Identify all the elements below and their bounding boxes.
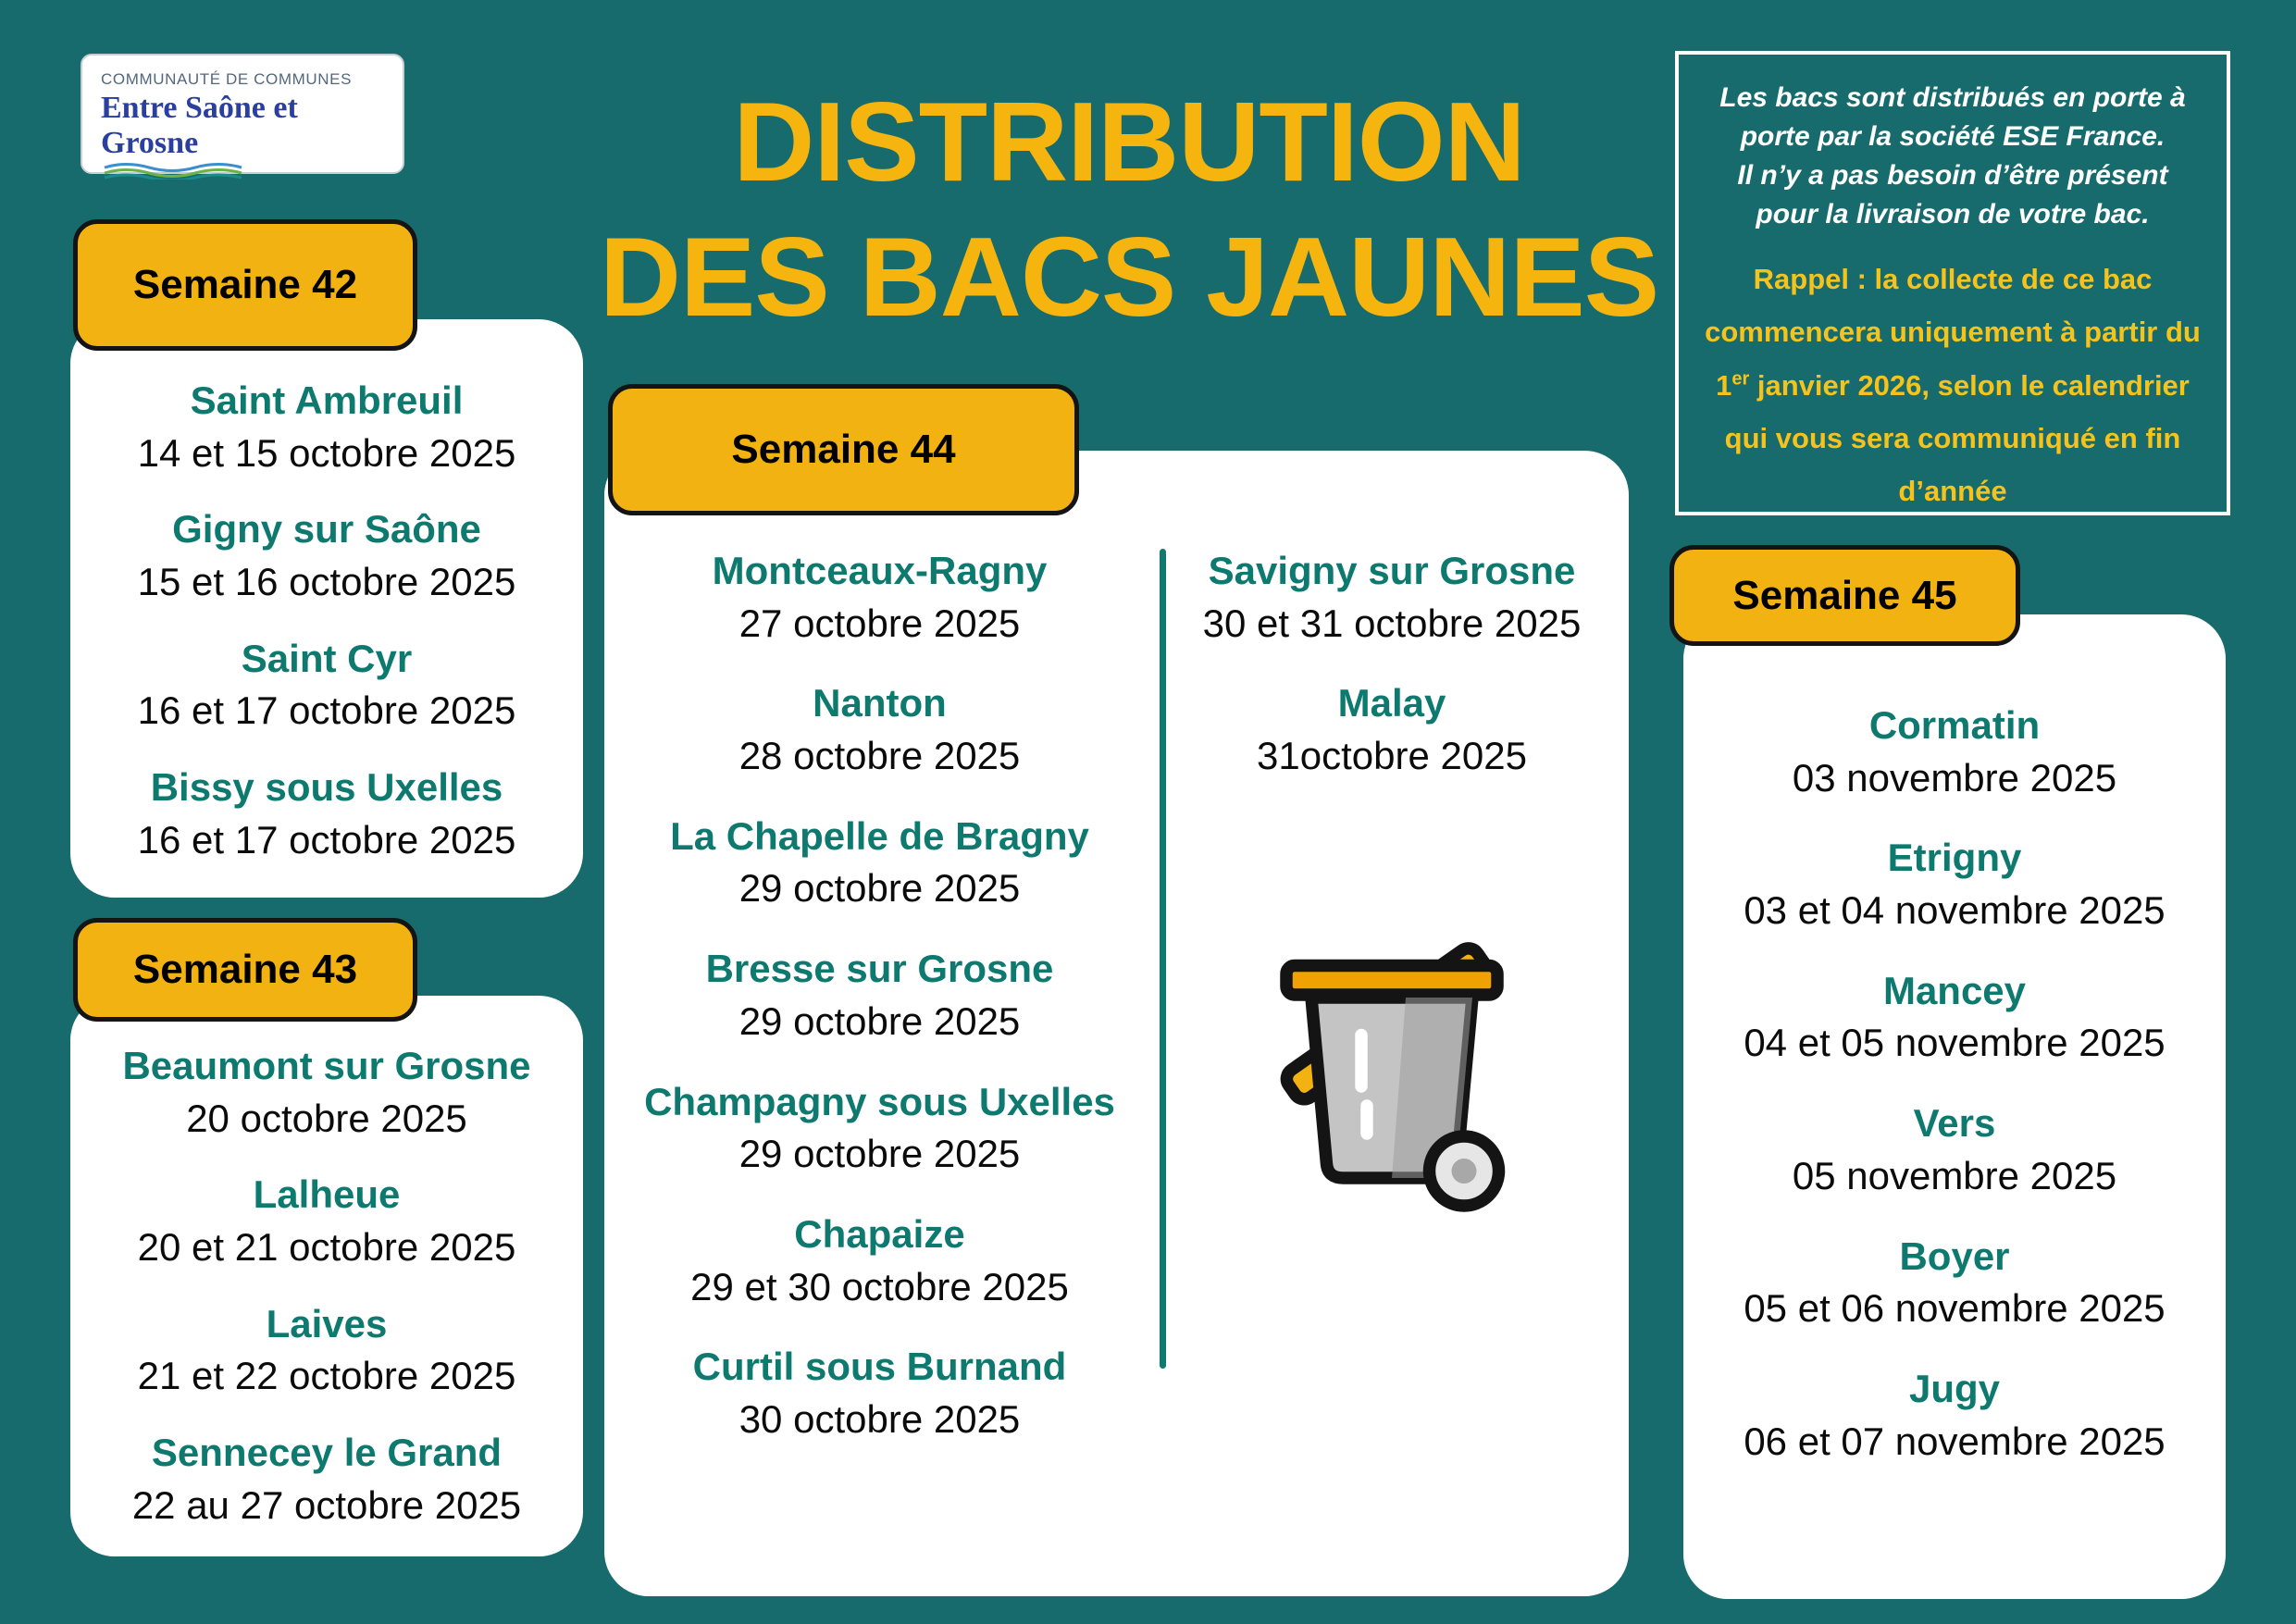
week-44-right-column	[1155, 545, 1629, 1596]
town-name: Sennecey le Grand	[151, 1431, 503, 1475]
schedule-entry	[70, 762, 583, 866]
town-name: La Chapelle de Bragny	[670, 813, 1089, 858]
logo-card	[81, 54, 404, 174]
town-name: Saint Cyr	[241, 636, 413, 680]
entry-date: 16 et 17 octobre 2025	[137, 817, 516, 862]
schedule-entry	[604, 545, 1155, 650]
week-badge-45: Semaine 45	[1669, 545, 2020, 646]
schedule-entry	[1683, 700, 2226, 804]
week-badge-42: Semaine 42	[73, 219, 417, 351]
town-name: Malay	[1337, 681, 1446, 725]
entry-date: 04 et 05 novembre 2025	[1744, 1021, 2166, 1065]
entry-date: 29 et 30 octobre 2025	[690, 1264, 1069, 1308]
schedule-entry	[604, 943, 1155, 1048]
entry-date: 03 novembre 2025	[1792, 755, 2117, 800]
entry-date: 16 et 17 octobre 2025	[137, 688, 516, 733]
schedule-entry	[1683, 1231, 2226, 1335]
schedule-entry	[70, 1298, 583, 1403]
logo-community-label: COMMUNAUTÉ DE COMMUNES	[101, 70, 353, 88]
schedule-entry	[70, 1169, 583, 1273]
town-name: Lalheue	[253, 1172, 401, 1217]
town-name: Montceaux-Ragny	[712, 549, 1048, 592]
info-yellow-text	[1705, 253, 2201, 518]
schedule-entry	[604, 1076, 1155, 1181]
schedule-entry	[1683, 965, 2226, 1070]
town-name: Savigny sur Grosne	[1208, 549, 1576, 592]
town-name: Laives	[266, 1301, 388, 1345]
info-white-line1: Les bacs sont distribués en porte à porte par la société ESE France.	[1719, 82, 2186, 152]
town-name: Boyer	[1899, 1233, 2010, 1278]
entry-date: 06 et 07 novembre 2025	[1744, 1419, 2166, 1463]
town-name: Bissy sous Uxelles	[150, 765, 503, 810]
town-name: Etrigny	[1887, 836, 2022, 880]
entry-date: 21 et 22 octobre 2025	[137, 1354, 516, 1398]
info-white-text	[1705, 79, 2201, 234]
entry-date: 20 et 21 octobre 2025	[137, 1225, 516, 1270]
week-card-42	[70, 319, 583, 898]
info-yellow-superscript: er	[1731, 368, 1750, 390]
entry-date: 03 et 04 novembre 2025	[1744, 888, 2166, 933]
entry-date: 29 octobre 2025	[738, 998, 1021, 1043]
schedule-entry	[70, 633, 583, 738]
schedule-entry	[70, 1040, 583, 1145]
schedule-entry	[1155, 545, 1629, 650]
schedule-entry	[1683, 832, 2226, 936]
schedule-entry	[70, 1427, 583, 1531]
week-badge-43: Semaine 43	[73, 918, 417, 1022]
town-name: Chapaize	[794, 1211, 965, 1256]
entry-date: 29 octobre 2025	[738, 1132, 1021, 1176]
week-card-44	[604, 451, 1629, 1596]
logo-name: Entre Saône et Grosne	[101, 91, 298, 160]
schedule-entry	[604, 1341, 1155, 1445]
entry-date: 14 et 15 octobre 2025	[137, 430, 516, 475]
town-name: Curtil sous Burnand	[692, 1345, 1067, 1389]
logo-waves-icon	[103, 163, 260, 180]
schedule-entry	[70, 375, 583, 479]
schedule-entry	[604, 677, 1155, 782]
entry-date: 28 octobre 2025	[738, 734, 1021, 778]
schedule-entry	[1155, 677, 1629, 782]
town-name: Bresse sur Grosne	[705, 947, 1054, 991]
week-44-left-column	[604, 545, 1155, 1596]
entry-date: 05 et 06 novembre 2025	[1744, 1286, 2166, 1331]
schedule-entry	[1683, 1363, 2226, 1468]
title-line-2: DES BACS JAUNES	[599, 214, 1659, 341]
entry-date: 22 au 27 octobre 2025	[131, 1482, 522, 1527]
town-name: Champagny sous Uxelles	[644, 1079, 1115, 1123]
info-yellow-prefix: Rappel : la collecte de ce bac commencera uniquement à partir du 1	[1705, 263, 2201, 402]
info-yellow-suffix: janvier 2026, selon le calendrier qui vous sera communiqué en fin d’année	[1724, 368, 2190, 508]
week-badge-44: Semaine 44	[608, 384, 1079, 515]
town-name: Gigny sur Saône	[172, 507, 481, 552]
trash-bin-icon	[1253, 834, 1531, 1222]
town-name: Vers	[1913, 1101, 1996, 1146]
schedule-entry	[604, 1209, 1155, 1313]
town-name: Jugy	[1908, 1366, 2001, 1410]
column-divider	[1160, 549, 1166, 1369]
schedule-entry	[70, 503, 583, 608]
entry-date: 30 octobre 2025	[738, 1396, 1021, 1441]
entry-date: 31octobre 2025	[1257, 734, 1527, 778]
info-white-line2: Il n’y a pas besoin d’être présent pour la livraison de votre bac.	[1737, 160, 2168, 229]
town-name: Mancey	[1882, 968, 2027, 1012]
entry-date: 20 octobre 2025	[186, 1096, 467, 1140]
town-name: Saint Ambreuil	[190, 378, 464, 422]
town-name: Cormatin	[1868, 703, 2041, 747]
town-name: Beaumont sur Grosne	[122, 1044, 531, 1087]
page-title	[555, 74, 1703, 345]
schedule-entry	[604, 811, 1155, 915]
title-line-1: DISTRIBUTION	[733, 79, 1525, 205]
town-name: Nanton	[813, 681, 947, 725]
entry-date: 30 et 31 octobre 2025	[1202, 601, 1582, 645]
week-card-45	[1683, 614, 2226, 1599]
week-card-43	[70, 996, 583, 1556]
entry-date: 15 et 16 octobre 2025	[137, 560, 516, 604]
info-box	[1675, 51, 2230, 515]
entry-date: 29 octobre 2025	[738, 866, 1021, 911]
entry-date: 27 octobre 2025	[738, 601, 1021, 645]
schedule-entry	[1683, 1097, 2226, 1202]
entry-date: 05 novembre 2025	[1792, 1153, 2117, 1197]
